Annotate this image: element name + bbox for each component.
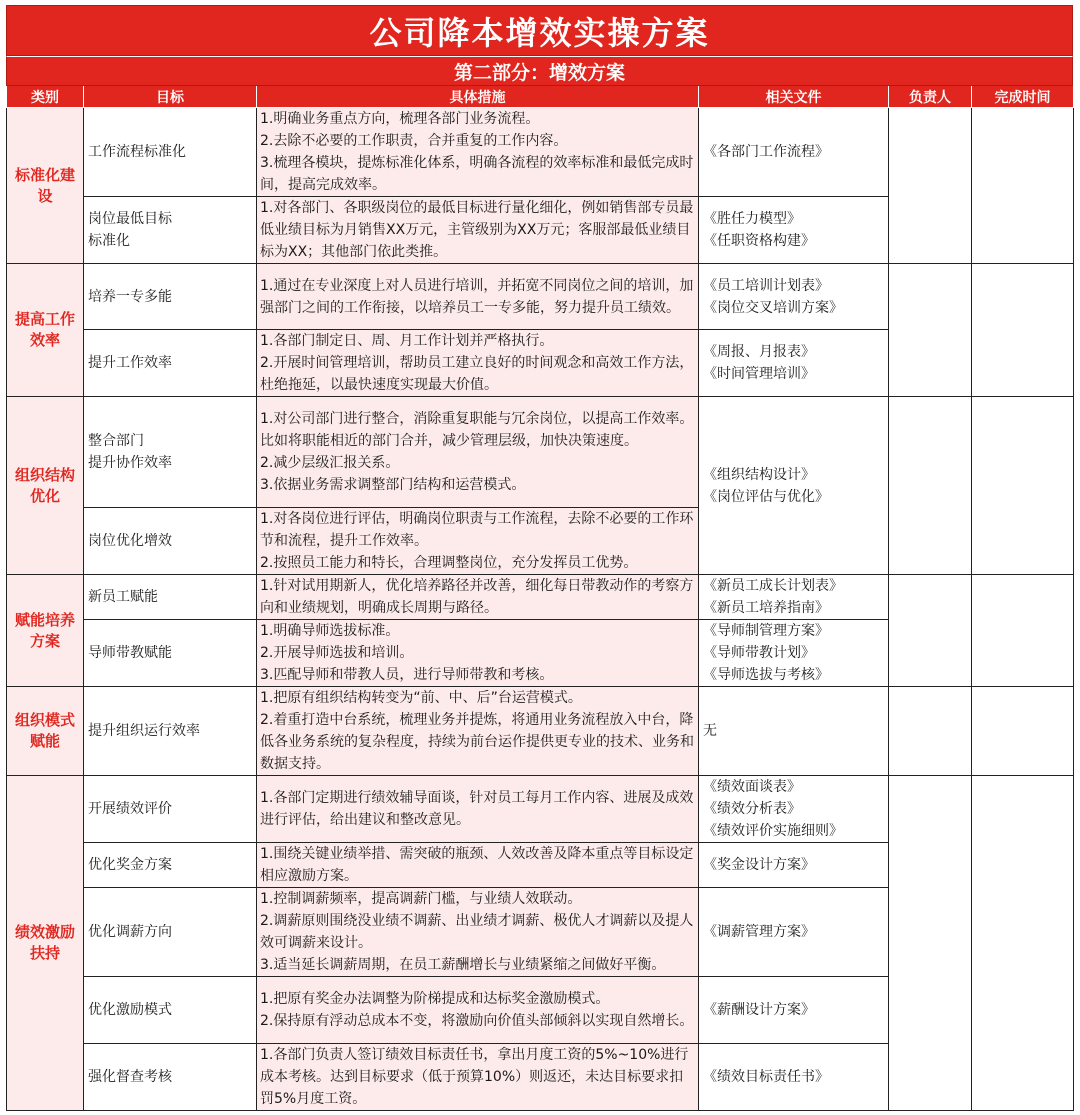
plan-table: [6, 86, 1074, 1111]
goal-cell: 提升组织运行效率: [84, 687, 257, 776]
owner-cell[interactable]: [889, 264, 972, 397]
measures-cell: 1.针对试用期新人，优化培养路径并改善，细化每日带教动作的考察方向和业绩规划，明确成长周期与路径。: [257, 575, 699, 620]
goal-cell: 培养一专多能: [84, 264, 257, 330]
owner-cell[interactable]: [889, 108, 972, 264]
category-cell: 标准化建设: [7, 108, 84, 264]
header-measures: 具体措施: [257, 86, 699, 108]
owner-cell[interactable]: [889, 776, 972, 1111]
owner-cell[interactable]: [889, 575, 972, 687]
category-cell: 组织模式赋能: [7, 687, 84, 776]
docs-cell: 《新员工成长计划表》 《新员工培养指南》: [699, 575, 889, 620]
goal-cell: 工作流程标准化: [84, 108, 257, 197]
docs-cell: 《组织结构设计》 《岗位评估与优化》: [699, 397, 889, 575]
header-row: [7, 86, 1074, 108]
header-deadline: 完成时间: [972, 86, 1074, 108]
deadline-cell[interactable]: [972, 687, 1074, 776]
deadline-cell[interactable]: [972, 264, 1074, 397]
category-cell: 绩效激励扶持: [7, 776, 84, 1111]
owner-cell[interactable]: [889, 687, 972, 776]
goal-cell: 强化督查考核: [84, 1044, 257, 1111]
goal-cell: 提升工作效率: [84, 330, 257, 397]
docs-cell: 无: [699, 687, 889, 776]
table-row: [7, 687, 1074, 776]
header-owner: 负责人: [889, 86, 972, 108]
deadline-cell[interactable]: [972, 108, 1074, 264]
measures-cell: 1.对各岗位进行评估，明确岗位职责与工作流程，去除不必要的工作环节和流程，提升工作效率。 2.按照员工能力和特长，合理调整岗位，充分发挥员工优势。: [257, 508, 699, 575]
table-row: [7, 108, 1074, 197]
measures-cell: 1.各部门定期进行绩效辅导面谈，针对员工每月工作内容、进展及成效进行评估，给出建议和整改意见。: [257, 776, 699, 843]
measures-cell: 1.把原有组织结构转变为“前、中、后”台运营模式。 2.着重打造中台系统，梳理业务并提炼，将通用业务流程放入中台，降低各业务系统的复杂程度，持续为前台运作提供更专业的技术、业务和数据支持。: [257, 687, 699, 776]
docs-cell: 《调薪管理方案》: [699, 888, 889, 977]
deadline-cell[interactable]: [972, 776, 1074, 1111]
measures-cell: 1.对公司部门进行整合，消除重复职能与冗余岗位，以提高工作效率。比如将职能相近的部门合并，减少管理层级，加快决策速度。 2.减少层级汇报关系。 3.依据业务需求调整部门结构和运营模式。: [257, 397, 699, 508]
table-body: [7, 108, 1074, 1111]
docs-cell: 《员工培训计划表》 《岗位交叉培训方案》: [699, 264, 889, 330]
deadline-cell[interactable]: [972, 575, 1074, 687]
docs-cell: 《各部门工作流程》: [699, 108, 889, 197]
category-cell: 组织结构优化: [7, 397, 84, 575]
measures-cell: 1.控制调薪频率，提高调薪门槛，与业绩人效联动。 2.调薪原则围绕没业绩不调薪、出业绩才调薪、极优人才调薪以及提人效可调薪来设计。 3.适当延长调薪周期，在员工薪酬增长与业绩紧缩之间做好平衡。: [257, 888, 699, 977]
plan-sheet: [6, 5, 1073, 1111]
header-docs: 相关文件: [699, 86, 889, 108]
table-row: [7, 264, 1074, 330]
measures-cell: 1.对各部门、各职级岗位的最低目标进行量化细化，例如销售部专员最低业绩目标为月销售XX万元，主管级别为XX万元；客服部最低业绩目标为XX；其他部门依此类推。: [257, 197, 699, 264]
table-row: [7, 776, 1074, 843]
measures-cell: 1.各部门制定日、周、月工作计划并严格执行。 2.开展时间管理培训，帮助员工建立良好的时间观念和高效工作方法，杜绝拖延，以最快速度实现最大价值。: [257, 330, 699, 397]
deadline-cell[interactable]: [972, 397, 1074, 575]
measures-cell: 1.通过在专业深度上对人员进行培训，并拓宽不同岗位之间的培训，加强部门之间的工作衔接，以培养员工一专多能，努力提升员工绩效。: [257, 264, 699, 330]
goal-cell: 优化调薪方向: [84, 888, 257, 977]
measures-cell: 1.明确业务重点方向，梳理各部门业务流程。 2.去除不必要的工作职责，合并重复的工作内容。 3.梳理各模块，提炼标准化体系，明确各流程的效率标准和最低完成时间，提高完成效率。: [257, 108, 699, 197]
docs-cell: 《绩效面谈表》 《绩效分析表》 《绩效评价实施细则》: [699, 776, 889, 843]
header-goal: 目标: [84, 86, 257, 108]
header-category: 类别: [7, 86, 84, 108]
goal-cell: 优化奖金方案: [84, 843, 257, 888]
goal-cell: 新员工赋能: [84, 575, 257, 620]
goal-cell: 岗位最低目标 标准化: [84, 197, 257, 264]
docs-cell: 《周报、月报表》 《时间管理培训》: [699, 330, 889, 397]
category-cell: 提高工作效率: [7, 264, 84, 397]
measures-cell: 1.明确导师选拔标准。 2.开展导师选拔和培训。 3.匹配导师和带教人员，进行导师带教和考核。: [257, 620, 699, 687]
docs-cell: 《薪酬设计方案》: [699, 977, 889, 1044]
docs-cell: 《导师制管理方案》 《导师带教计划》 《导师选拔与考核》: [699, 620, 889, 687]
goal-cell: 优化激励模式: [84, 977, 257, 1044]
goal-cell: 岗位优化增效: [84, 508, 257, 575]
section-subtitle: 第二部分：增效方案: [6, 56, 1073, 86]
docs-cell: 《胜任力模型》 《任职资格构建》: [699, 197, 889, 264]
measures-cell: 1.把原有奖金办法调整为阶梯提成和达标奖金激励模式。 2.保持原有浮动总成本不变，将激励向价值头部倾斜以实现自然增长。: [257, 977, 699, 1044]
table-row: [7, 575, 1074, 620]
docs-cell: 《绩效目标责任书》: [699, 1044, 889, 1111]
table-row: [7, 397, 1074, 508]
goal-cell: 开展绩效评价: [84, 776, 257, 843]
goal-cell: 整合部门 提升协作效率: [84, 397, 257, 508]
measures-cell: 1.围绕关键业绩举措、需突破的瓶颈、人效改善及降本重点等目标设定相应激励方案。: [257, 843, 699, 888]
category-cell: 赋能培养方案: [7, 575, 84, 687]
owner-cell[interactable]: [889, 397, 972, 575]
measures-cell: 1.各部门负责人签订绩效目标责任书，拿出月度工资的5%~10%进行成本考核。达到目标要求（低于预算10%）则返还，未达目标要求扣罚5%月度工资。: [257, 1044, 699, 1111]
goal-cell: 导师带教赋能: [84, 620, 257, 687]
docs-cell: 《奖金设计方案》: [699, 843, 889, 888]
page-title: 公司降本增效实操方案: [6, 5, 1073, 56]
